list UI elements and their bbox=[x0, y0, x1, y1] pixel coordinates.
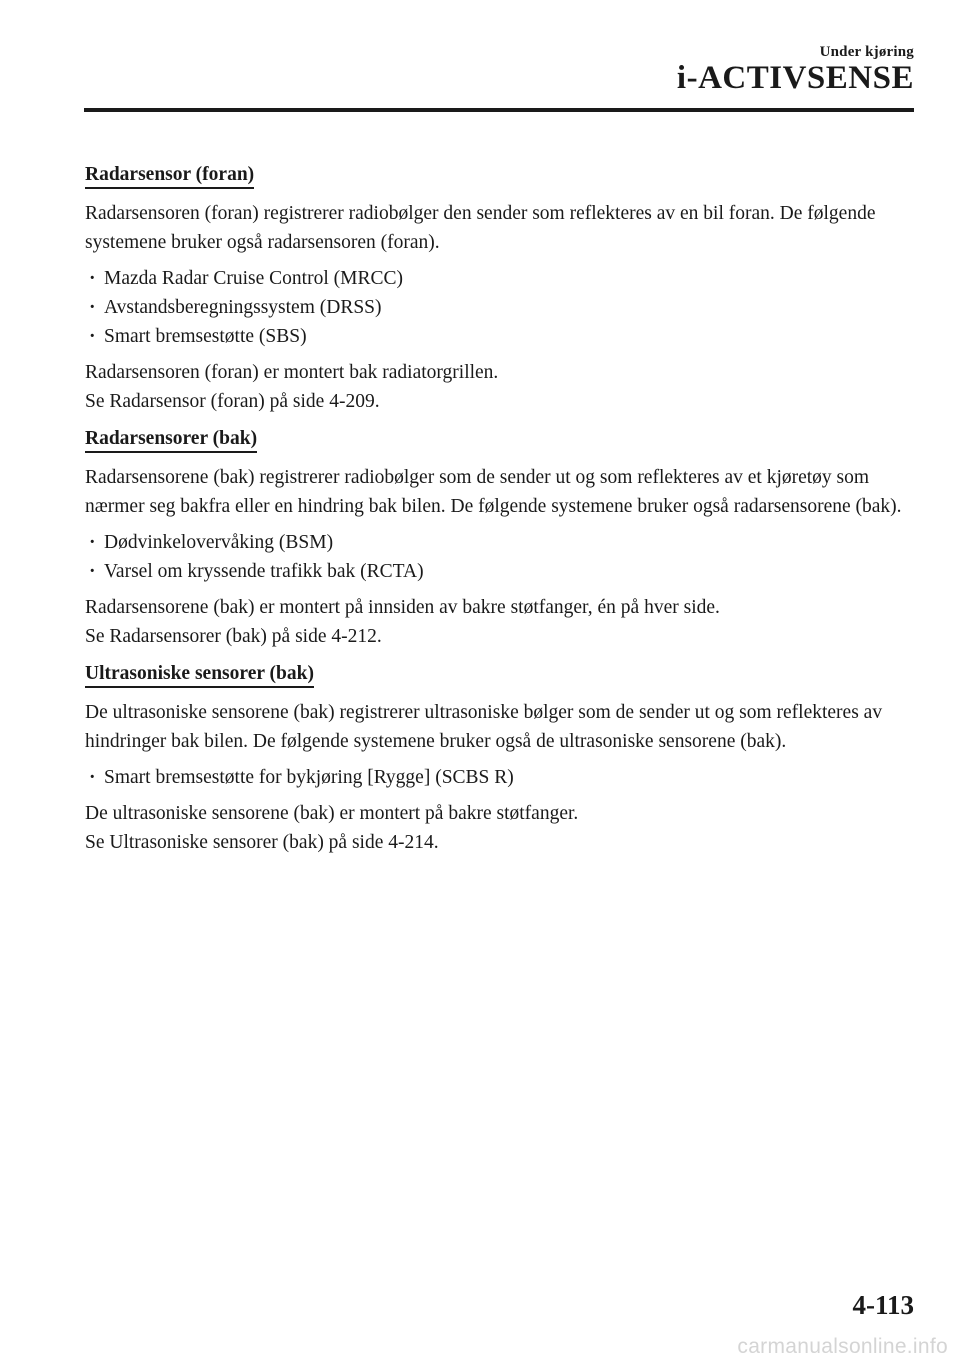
mounting-note: Radarsensoren (foran) er montert bak radiatorgrillen. bbox=[85, 362, 499, 383]
section-radar-rear bbox=[85, 424, 915, 651]
cross-reference: Se Ultrasoniske sensorer (bak) på side 4-214. bbox=[85, 832, 439, 853]
list-item: · Dødvinkelovervåking (BSM) bbox=[87, 528, 915, 557]
list-item: · Smart bremsestøtte (SBS) bbox=[87, 322, 915, 351]
bullet-list bbox=[85, 763, 915, 792]
section-intro: De ultrasoniske sensorene (bak) registrerer ultrasoniske bølger som de sender ut og som reflekteres av hindringer bak bilen. De følgende systemene bruker også de ultrasoniske sensorene (bak). bbox=[85, 702, 883, 752]
list-item: · Smart bremsestøtte for bykjøring [Rygge] (SCBS R) bbox=[87, 763, 915, 792]
section-ultrasonic-rear bbox=[85, 659, 915, 857]
section-outro bbox=[85, 593, 915, 651]
list-item: · Avstandsberegningssystem (DRSS) bbox=[87, 293, 915, 322]
section-radar-front bbox=[85, 160, 915, 416]
bullet-list bbox=[85, 528, 915, 586]
watermark: carmanualsonline.info bbox=[737, 1335, 948, 1358]
section-intro: Radarsensorene (bak) registrerer radiobølger som de sender ut og som reflekteres av et kjøretøy som nærmer seg bakfra eller en hindring bak bilen. De følgende systemene bruker også radarsensorene (bak). bbox=[85, 467, 902, 517]
mounting-note: Radarsensorene (bak) er montert på innsiden av bakre støtfanger, én på hver side. bbox=[85, 597, 720, 618]
page-header bbox=[0, 0, 960, 112]
section-heading: Radarsensorer (bak) bbox=[85, 426, 257, 453]
section-heading: Radarsensor (foran) bbox=[85, 162, 254, 189]
chapter-title: i-ACTIVSENSE bbox=[676, 60, 914, 96]
chapter-subtitle: Under kjøring bbox=[819, 44, 914, 60]
section-outro bbox=[85, 358, 915, 416]
list-item: · Mazda Radar Cruise Control (MRCC) bbox=[87, 264, 915, 293]
header-divider bbox=[84, 108, 914, 112]
section-intro: Radarsensoren (foran) registrerer radiobølger den sender som reflekteres av en bil foran. De følgende systemene bruker også radarsensoren (foran). bbox=[85, 203, 876, 253]
bullet-list bbox=[85, 264, 915, 351]
cross-reference: Se Radarsensor (foran) på side 4-209. bbox=[85, 391, 380, 412]
section-outro bbox=[85, 799, 915, 857]
mounting-note: De ultrasoniske sensorene (bak) er montert på bakre støtfanger. bbox=[85, 803, 579, 824]
list-item: · Varsel om kryssende trafikk bak (RCTA) bbox=[87, 557, 915, 586]
page-body bbox=[85, 160, 915, 865]
page-number: 4-113 bbox=[852, 1290, 914, 1320]
cross-reference: Se Radarsensorer (bak) på side 4-212. bbox=[85, 626, 382, 647]
section-heading: Ultrasoniske sensorer (bak) bbox=[85, 661, 314, 688]
